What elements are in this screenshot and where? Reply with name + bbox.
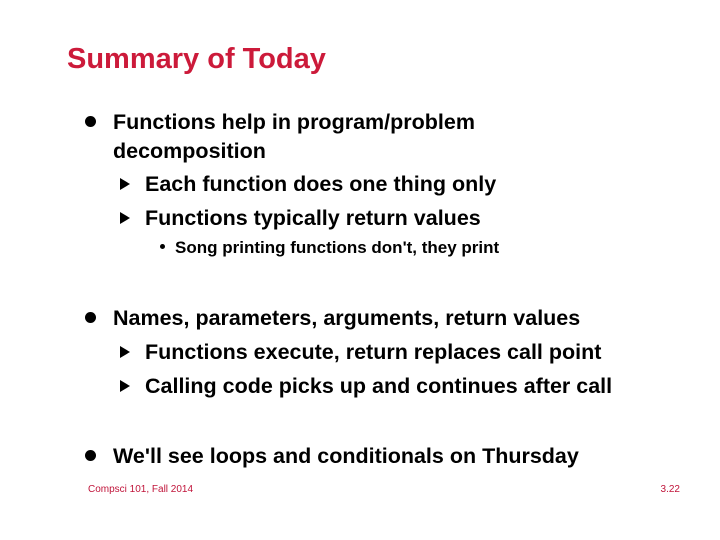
arrow-bullet-icon: [120, 346, 130, 358]
small-dot-bullet-icon: [160, 244, 165, 249]
sub-bullet-text: Each function does one thing only: [145, 172, 497, 196]
footer-page-number: 3.22: [660, 484, 680, 495]
sub-bullet-text: Functions execute, return replaces call point: [145, 340, 602, 364]
arrow-bullet-icon: [120, 178, 130, 190]
footer-course: Compsci 101, Fall 2014: [88, 484, 194, 495]
sub-bullet-text: Functions typically return values: [145, 206, 481, 230]
slide-title: Summary of Today: [67, 43, 326, 75]
bullet-text: Functions help in program/problem: [113, 110, 475, 134]
arrow-bullet-icon: [120, 212, 130, 224]
bullet-text: Names, parameters, arguments, return values: [113, 306, 581, 330]
sub-sub-bullet-text: Song printing functions don't, they print: [175, 238, 500, 257]
bullet-text-continuation: decomposition: [113, 139, 266, 163]
level1-bullet-icon: [85, 450, 96, 461]
bullet-text: We'll see loops and conditionals on Thursday: [113, 444, 579, 468]
level1-bullet-icon: [85, 312, 96, 323]
level1-bullet-icon: [85, 116, 96, 127]
arrow-bullet-icon: [120, 380, 130, 392]
sub-bullet-text: Calling code picks up and continues after call: [145, 374, 613, 398]
